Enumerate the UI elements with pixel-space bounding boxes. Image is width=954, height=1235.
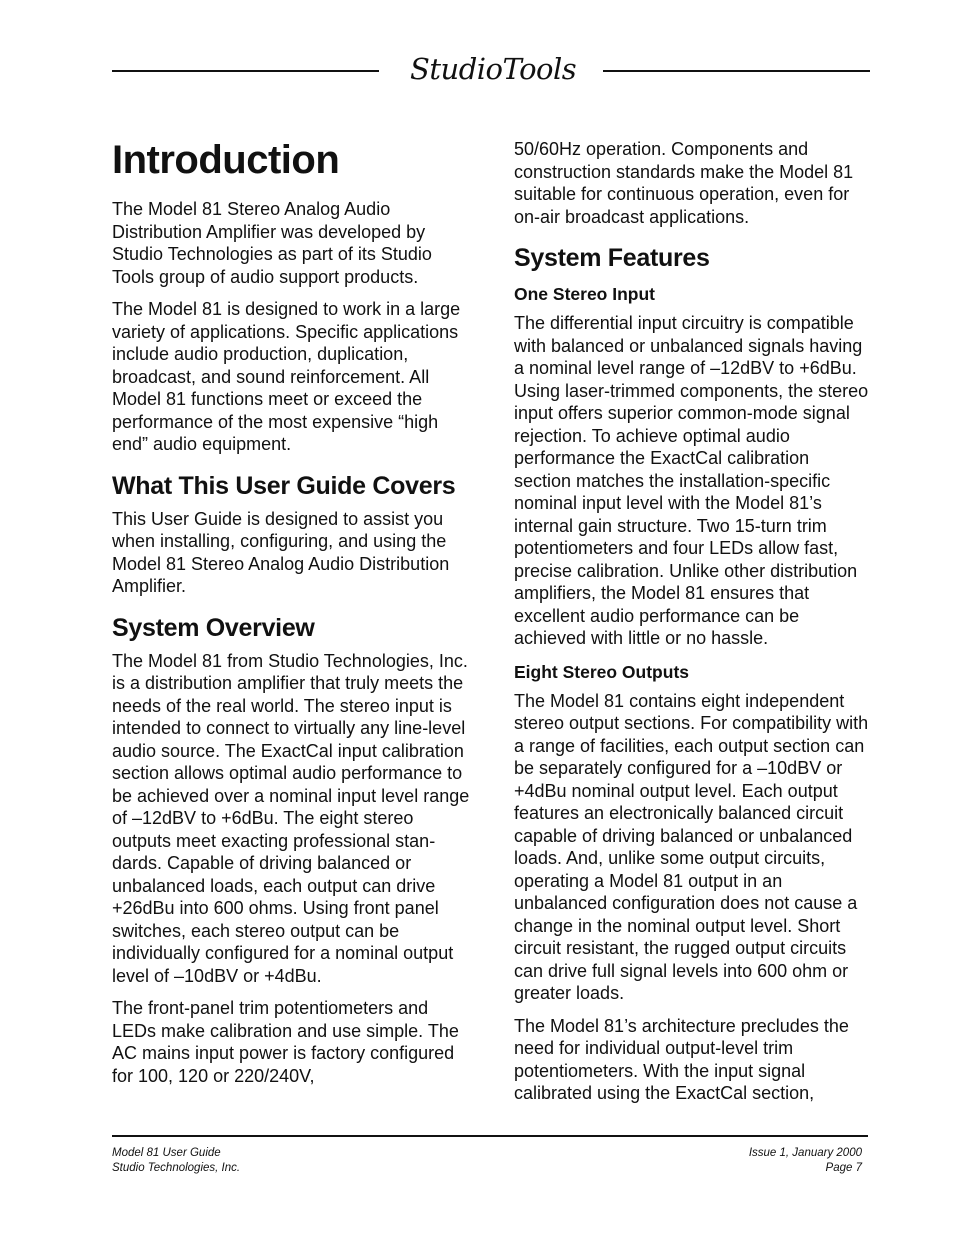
guide-paragraph: This User Guide is designed to assist you when installing, configuring, and using the Model 81 Stereo Analog Audio Distribution Amplifier. xyxy=(112,508,450,596)
overview-heading: System Overview xyxy=(112,613,315,642)
overview-paragraph-1: The Model 81 from Studio Technologies, Inc. is a distribution amplifier that truly meets the needs of the real world. The stereo input is intended to connect to virtually any line-level audio source. The ExactCal input calibration section allows optimal audio performance to be achieved over a nominal input level range of –12dBV to +6dBu. The eight stereo outputs meet exacting professional standards. Capable of driving balanced or unbalanced loads, each output can drive +26dBu into 600 ohms. Using front panel switches, each stereo output can be individually configured for a nominal output level of –10dBV or +4dBu. xyxy=(112,650,470,986)
footer-guide-name: Model 81 User Guide xyxy=(112,1147,221,1159)
input-paragraph: The differential input circuitry is compatible with balanced or unbalanced signals having a nominal level range of –12dBV to +6dBu. Using laser-trimmed components, the stereo input offers superior common-mode signal rejection. To achieve optimal audio performance the ExactCal calibration section matches the installation-specific nominal input level with the Model 81’s internal gain structure. Two 15-turn trim potentiometers and four LEDs allow fast, precise calibration. Unlike other distribution amplifiers, the Model 81 ensures that excellent audio performance can be achieved with little or no hassle. xyxy=(514,313,869,648)
outputs-paragraph-2: The Model 81’s architecture precludes the need for individual output-level trim potentiometers. With the input signal calibrated using the ExactCal section, xyxy=(514,1015,849,1103)
footer-page-number: Page 7 xyxy=(825,1162,862,1174)
footer-right xyxy=(749,1146,862,1176)
footer-issue: Issue 1, January 2000 xyxy=(748,1147,862,1159)
footer-company: Studio Technologies, Inc. xyxy=(112,1162,241,1174)
right-column xyxy=(514,138,870,1115)
header-rule-left xyxy=(112,70,379,72)
outputs-heading: Eight Stereo Outputs xyxy=(514,661,689,682)
footer-rule xyxy=(112,1135,868,1137)
overview-paragraph-2: The front-panel trim potentiometers and LEDs make calibration and use simple. The AC mains input power is factory configured for 100, 120 or 220/240V, xyxy=(112,998,459,1086)
studiotools-logo: StudioTools xyxy=(410,52,577,86)
features-heading: System Features xyxy=(514,244,710,272)
input-heading: One Stereo Input xyxy=(514,284,655,304)
continuation-paragraph: 50/60Hz operation. Components and construction standards make the Model 81 suitable for continuous operation, even for on-air broadcast applications. xyxy=(514,139,854,227)
page-title: Introduction xyxy=(112,138,340,182)
footer-left xyxy=(112,1146,240,1176)
left-column xyxy=(112,136,474,1097)
intro-paragraph-2: The Model 81 is designed to work in a large variety of applications. Specific applications include audio production, duplication, broadcast, and sound reinforcement. All Model 81 functions meet or exceed the performance of the most expensive “high end” audio equipment. xyxy=(112,299,461,454)
header-rule-right xyxy=(603,70,870,72)
guide-heading: What This User Guide Covers xyxy=(112,471,456,500)
outputs-paragraph-1: The Model 81 contains eight independent stereo output sections. For compatibility with a range of facilities, each output section can be separately configured for a –10dBV or +4dBu nominal output level. Each output features an electronically balanced circuit capable of driving balanced or unbalanced loads. And, unlike some output circuits, operating a Model 81 output in an unbalanced configuration does not cause a change in the nominal output level. Short circuit resistant, the rugged output circuits can drive full signal levels into 600 ohm or greater loads. xyxy=(514,690,869,1003)
intro-paragraph-1: The Model 81 Stereo Analog Audio Distribution Amplifier was developed by Studio Technologies as part of its Studio Tools group of audio support products. xyxy=(112,199,432,287)
